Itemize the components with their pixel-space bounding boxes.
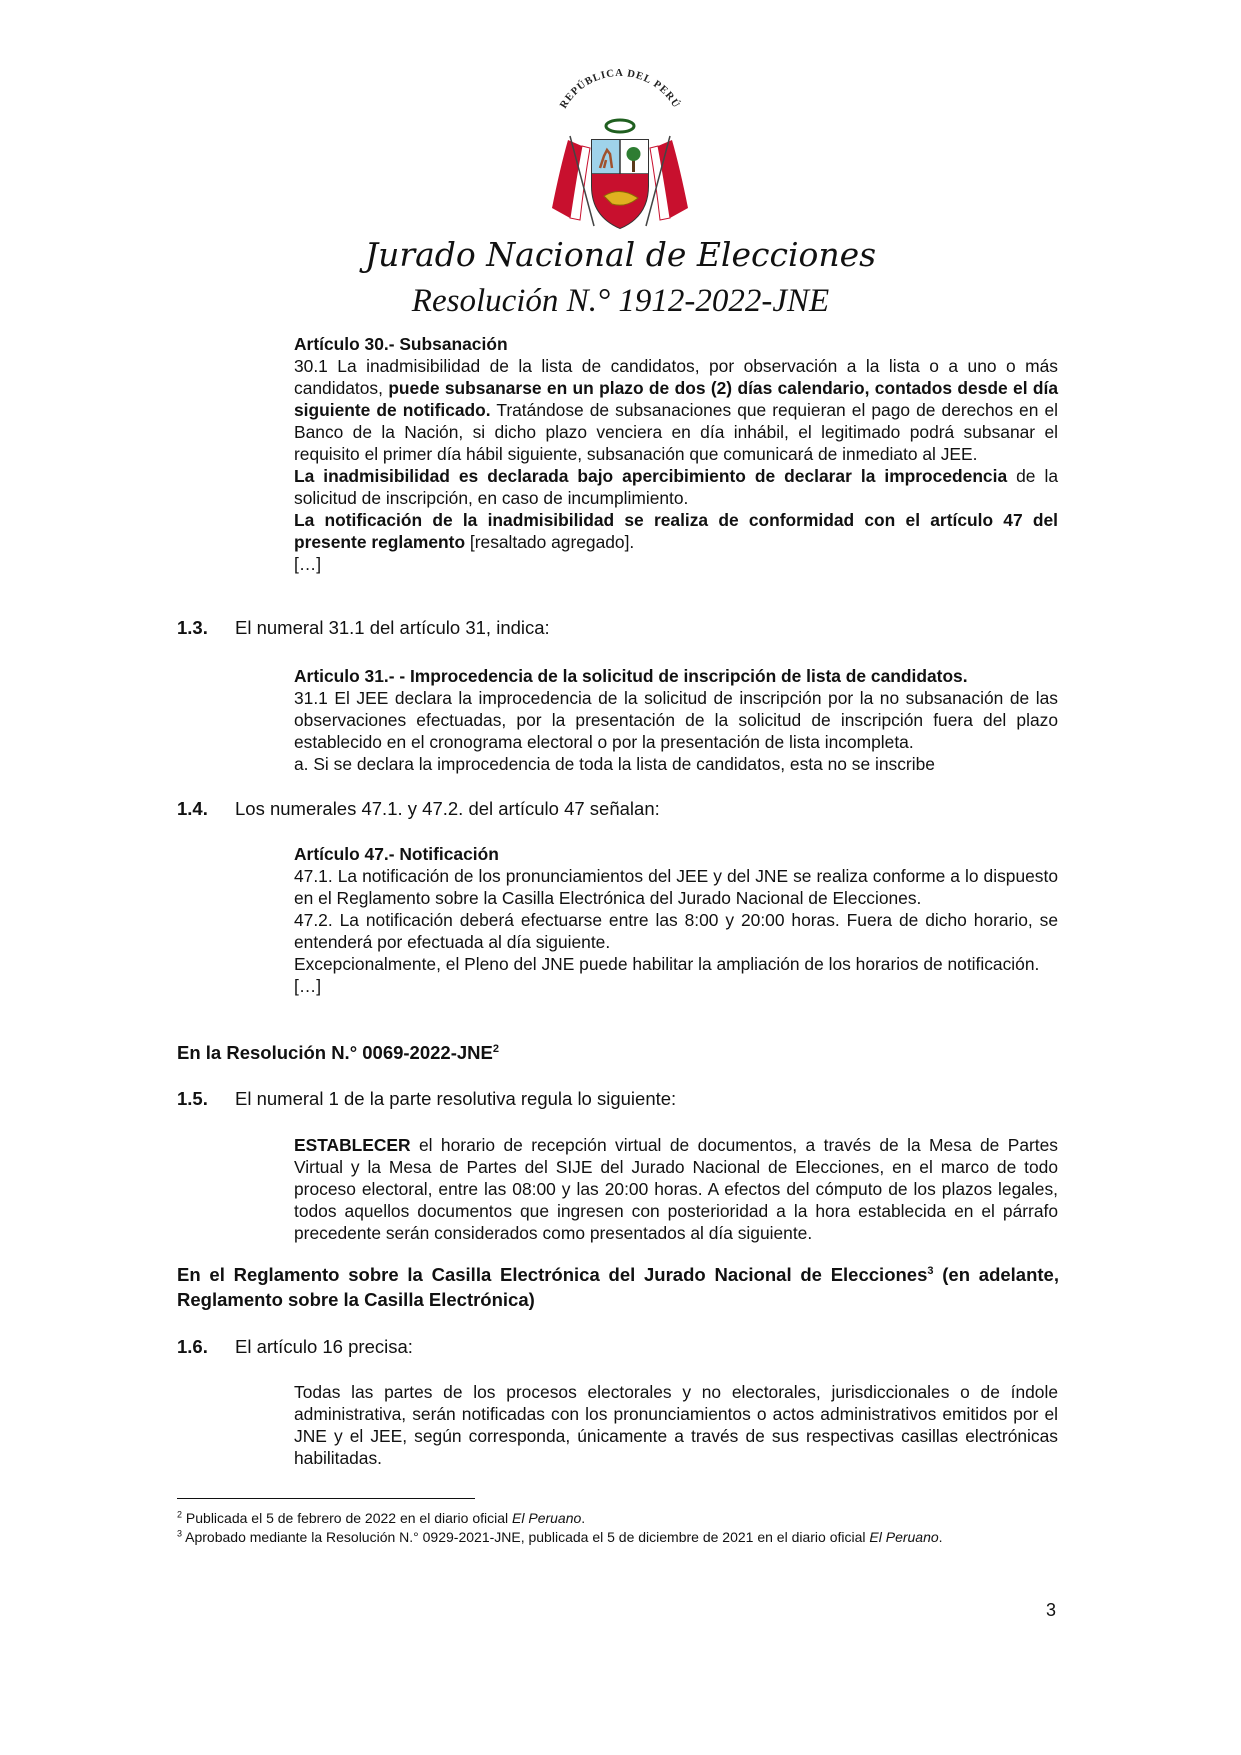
- art30-p2: La inadmisibilidad es declarada bajo apercibimiento de declarar la improcedencia de la solicitud de inscripción, en caso de incumplimiento.: [294, 466, 1059, 508]
- art47-title: Artículo 47.- Notificación: [294, 844, 499, 864]
- footnote-ref[interactable]: 2: [492, 1042, 499, 1055]
- art31-quote: [294, 665, 1058, 775]
- art47-quote: [294, 843, 1058, 997]
- section-heading-res0069: En la Resolución N.° 0069-2022-JNE$^2$: [177, 1042, 499, 1063]
- art47-p2: 47.2. La notificación deberá efectuarse entre las 8:00 y 20:00 horas. Fuera de dicho horario, se entenderá por efectuada al día siguiente.: [294, 910, 1058, 952]
- item-text: Los numerales 47.1. y 47.2. del artículo 47 señalan:: [235, 798, 660, 819]
- item-number: 1.3.: [177, 617, 208, 638]
- art31-p1: 31.1 El JEE declara la improcedencia de la solicitud de inscripción por la no subsanación de las observaciones efectuadas, por la presentación de la solicitud de inscripción fuera del plazo establecido en el cronograma electoral o por la presentación de lista incompleta.: [294, 688, 1058, 752]
- art47-ellipsis: […]: [294, 976, 322, 996]
- page-number: 3: [1046, 1600, 1057, 1620]
- institution-title: Jurado Nacional de Elecciones: [364, 235, 877, 274]
- footnote-ref[interactable]: 3: [927, 1264, 934, 1277]
- art30-quote: [294, 333, 1058, 575]
- item-1-5: [177, 1087, 1059, 1111]
- art30-p1: 30.1 La inadmisibilidad de la lista de candidatos, por observación a la lista o a uno o más candidatos, puede subsanarse en un plazo de dos (2) días calendario, contados desde el día siguiente de notificado. Tratándose de subsanaciones que requieran el pago de derechos en el Banco de la Nación, si dicho plazo venciera en día inhábil, el legitimado podrá subsanar el requisito el primer día hábil siguiente, subsanación que comunicará de inmediato al JEE.: [294, 356, 1059, 464]
- art30-ellipsis: […]: [294, 554, 322, 574]
- resolution-title: Resolución N.° 1912-2022-JNE: [411, 283, 830, 319]
- item-number: 1.5.: [177, 1088, 208, 1109]
- section-heading-casilla: En el Reglamento sobre la Casilla Electrónica del Jurado Nacional de Elecciones$^3$ (en adelante, Reglamento sobre la Casilla Electrónica): [177, 1264, 1059, 1310]
- item-1-3: [177, 616, 1059, 640]
- art31-p2: a. Si se declara la improcedencia de toda la lista de candidatos, esta no se inscribe: [294, 754, 935, 774]
- establecer-quote: ESTABLECER el horario de recepción virtual de documentos, a través de la Mesa de Partes Virtual y la Mesa de Partes del SIJE del Jurado Nacional de Elecciones, en el marco de todo proceso electoral, entre las 08:00 y las 20:00 horas. A efectos del cómputo de los plazos legales, todos aquellos documentos que ingresen con posterioridad a la hora establecida en el párrafo precedente serán considerados como presentados al día siguiente.: [294, 1135, 1058, 1243]
- item-1-6: [177, 1335, 1059, 1359]
- art31-title: Articulo 31.- - Improcedencia de la solicitud de inscripción de lista de candidatos.: [294, 666, 968, 686]
- item-1-4: [177, 797, 1059, 821]
- art30-p3: La notificación de la inadmisibilidad se realiza de conformidad con el artículo 47 del presente reglamento [resaltado agregado].: [294, 510, 1058, 552]
- art16-quote: Todas las partes de los procesos electorales y no electorales, jurisdiccionales o de índole administrativa, serán notificadas con los pronunciamientos o actos administrativos emitidos por el JNE y el JEE, según corresponda, únicamente a través de sus respectivas casillas electrónicas habilitadas.: [294, 1382, 1058, 1468]
- establecer-keyword: ESTABLECER: [294, 1135, 411, 1155]
- crest-text: REPÚBLICA DEL PERÚ: [558, 68, 682, 111]
- art30-title: Artículo 30.- Subsanación: [294, 334, 508, 354]
- item-text: El numeral 31.1 del artículo 31, indica:: [235, 617, 550, 638]
- footnote-3: $^3$ Aprobado mediante la Resolución N.° 0929-2021-JNE, publicada el 5 de diciembre de 2021 en el diario oficial El Peruano.: [177, 1528, 943, 1545]
- item-number: 1.6.: [177, 1336, 208, 1357]
- art47-p3: Excepcionalmente, el Pleno del JNE puede habilitar la ampliación de los horarios de notificación.: [294, 954, 1040, 974]
- item-text: El numeral 1 de la parte resolutiva regula lo siguiente:: [235, 1088, 677, 1109]
- footnote-2: $^2$ Publicada el 5 de febrero de 2022 en el diario oficial El Peruano.: [177, 1509, 586, 1526]
- footnote-divider: [177, 1498, 475, 1499]
- art47-p1: 47.1. La notificación de los pronunciamientos del JEE y del JNE se realiza conforme a lo dispuesto en el Reglamento sobre la Casilla Electrónica del Jurado Nacional de Elecciones.: [294, 866, 1058, 908]
- item-number: 1.4.: [177, 798, 208, 819]
- item-text: El artículo 16 precisa:: [235, 1336, 413, 1357]
- national-crest-icon: [540, 68, 700, 238]
- svg-text:REPÚBLICA DEL PERÚ: [558, 68, 682, 111]
